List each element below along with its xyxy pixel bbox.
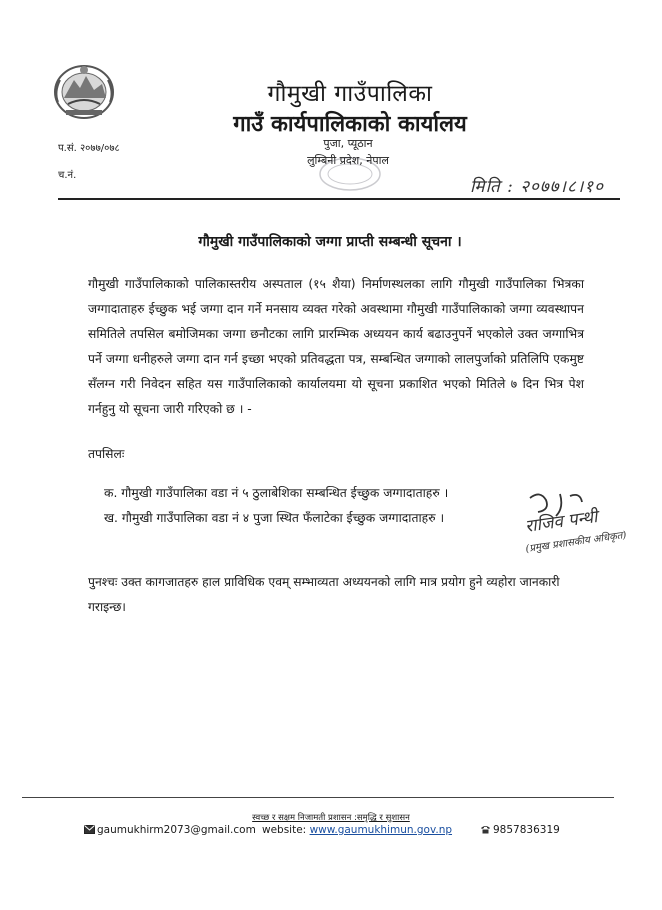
footer-motto: स्वच्छ र सक्षम निजामती प्रशासन :समृद्धि र सुशासन — [252, 813, 410, 823]
svg-text:राजिव पन्थी: राजिव पन्थी — [523, 507, 599, 537]
org-name: गौमुखी गाउँपालिका — [267, 81, 433, 107]
office-name: गाउँ कार्यपालिकाको कार्यालय — [233, 112, 467, 137]
footer-phone — [480, 824, 560, 836]
reference-number: प.सं. २०७७/०७८ — [58, 143, 120, 154]
envelope-icon — [84, 825, 95, 834]
address-line-1: पुजा, प्यूठान — [323, 137, 373, 150]
footer-website — [262, 824, 452, 836]
postscript: पुनश्चः उक्त कागजातहरु हाल प्राविधिक एवम् सम्भाव्यता अध्ययनको लागि मात्र प्रयोग हुने व्यहोरा जानकारी गराइन्छ। — [88, 575, 560, 614]
phone-text: 9857836319 — [493, 824, 560, 836]
schedule-label: तपसिलः — [88, 447, 125, 461]
header-divider — [58, 198, 620, 200]
address-line-2: लुम्बिनी प्रदेश, नेपाल — [307, 154, 389, 167]
dispatch-number: च.नं. — [58, 170, 77, 181]
email-text[interactable]: gaumukhirm2073@gmail.com — [97, 824, 256, 836]
handwritten-date: मिति : २०७७।८।१० — [470, 177, 604, 197]
notice-title: गौमुखी गाउँपालिकाको जग्गा प्राप्ती सम्बन्धी सूचना । — [198, 234, 462, 250]
website-label: website: — [262, 824, 307, 836]
signature-icon — [520, 488, 640, 558]
footer-email[interactable] — [84, 824, 256, 836]
notice-body: गौमुखी गाउँपालिकाको पालिकास्तरीय अस्पताल (१५ शैया) निर्माणस्थलका लागि गौमुखी गाउँपालिका भित्रका जग्गादाताहरु ईच्छुक भई जग्गा दान गर्ने मनसाय व्यक्त गरेको अवस्थामा गौमुखी गाउँपालिकाको जग्गा व्यवस्थापन समितिले तपसिल बमोजिमका जग्गा छनौटका लागि प्रारम्भिक अध्ययन कार्य बढाउनुपर्ने भएकोले उक्त जग्गाभित्र पर्ने जग्गा धनीहरुले जग्गा दान गर्न इच्छा भएको प्रतिवद्धता पत्र, सम्बन्धित जग्गाको लालपुर्जाको प्रतिलिपि एकमुष्ट सँलग्न गरी निवेदन सहित यस गाउँपालिकाको कार्यालयमा यो सूचना प्रकाशित भएको मितिले ७ दिन भित्र पेश गर्नहुनु यो सूचना जारी गरिएको छ । - — [88, 277, 584, 416]
schedule-item-a: क. गौमुखी गाउँपालिका वडा नं ५ ठुलाबेशिका सम्बन्धित ईच्छुक जग्गादाताहरु । — [104, 486, 449, 500]
nepal-emblem-icon — [52, 62, 116, 120]
telephone-icon — [480, 825, 491, 834]
schedule-item-b: ख. गौमुखी गाउँपालिका वडा नं ४ पुजा स्थित फँलाटेका ईच्छुक जग्गादाताहरु । — [104, 511, 445, 525]
svg-text:(प्रमुख प्रशासकीय अधिकृत): (प्रमुख प्रशासकीय अधिकृत) — [524, 529, 628, 555]
website-link[interactable]: www.gaumukhimun.gov.np — [309, 824, 453, 836]
footer-divider — [22, 797, 614, 798]
office-stamp-icon — [318, 156, 382, 192]
